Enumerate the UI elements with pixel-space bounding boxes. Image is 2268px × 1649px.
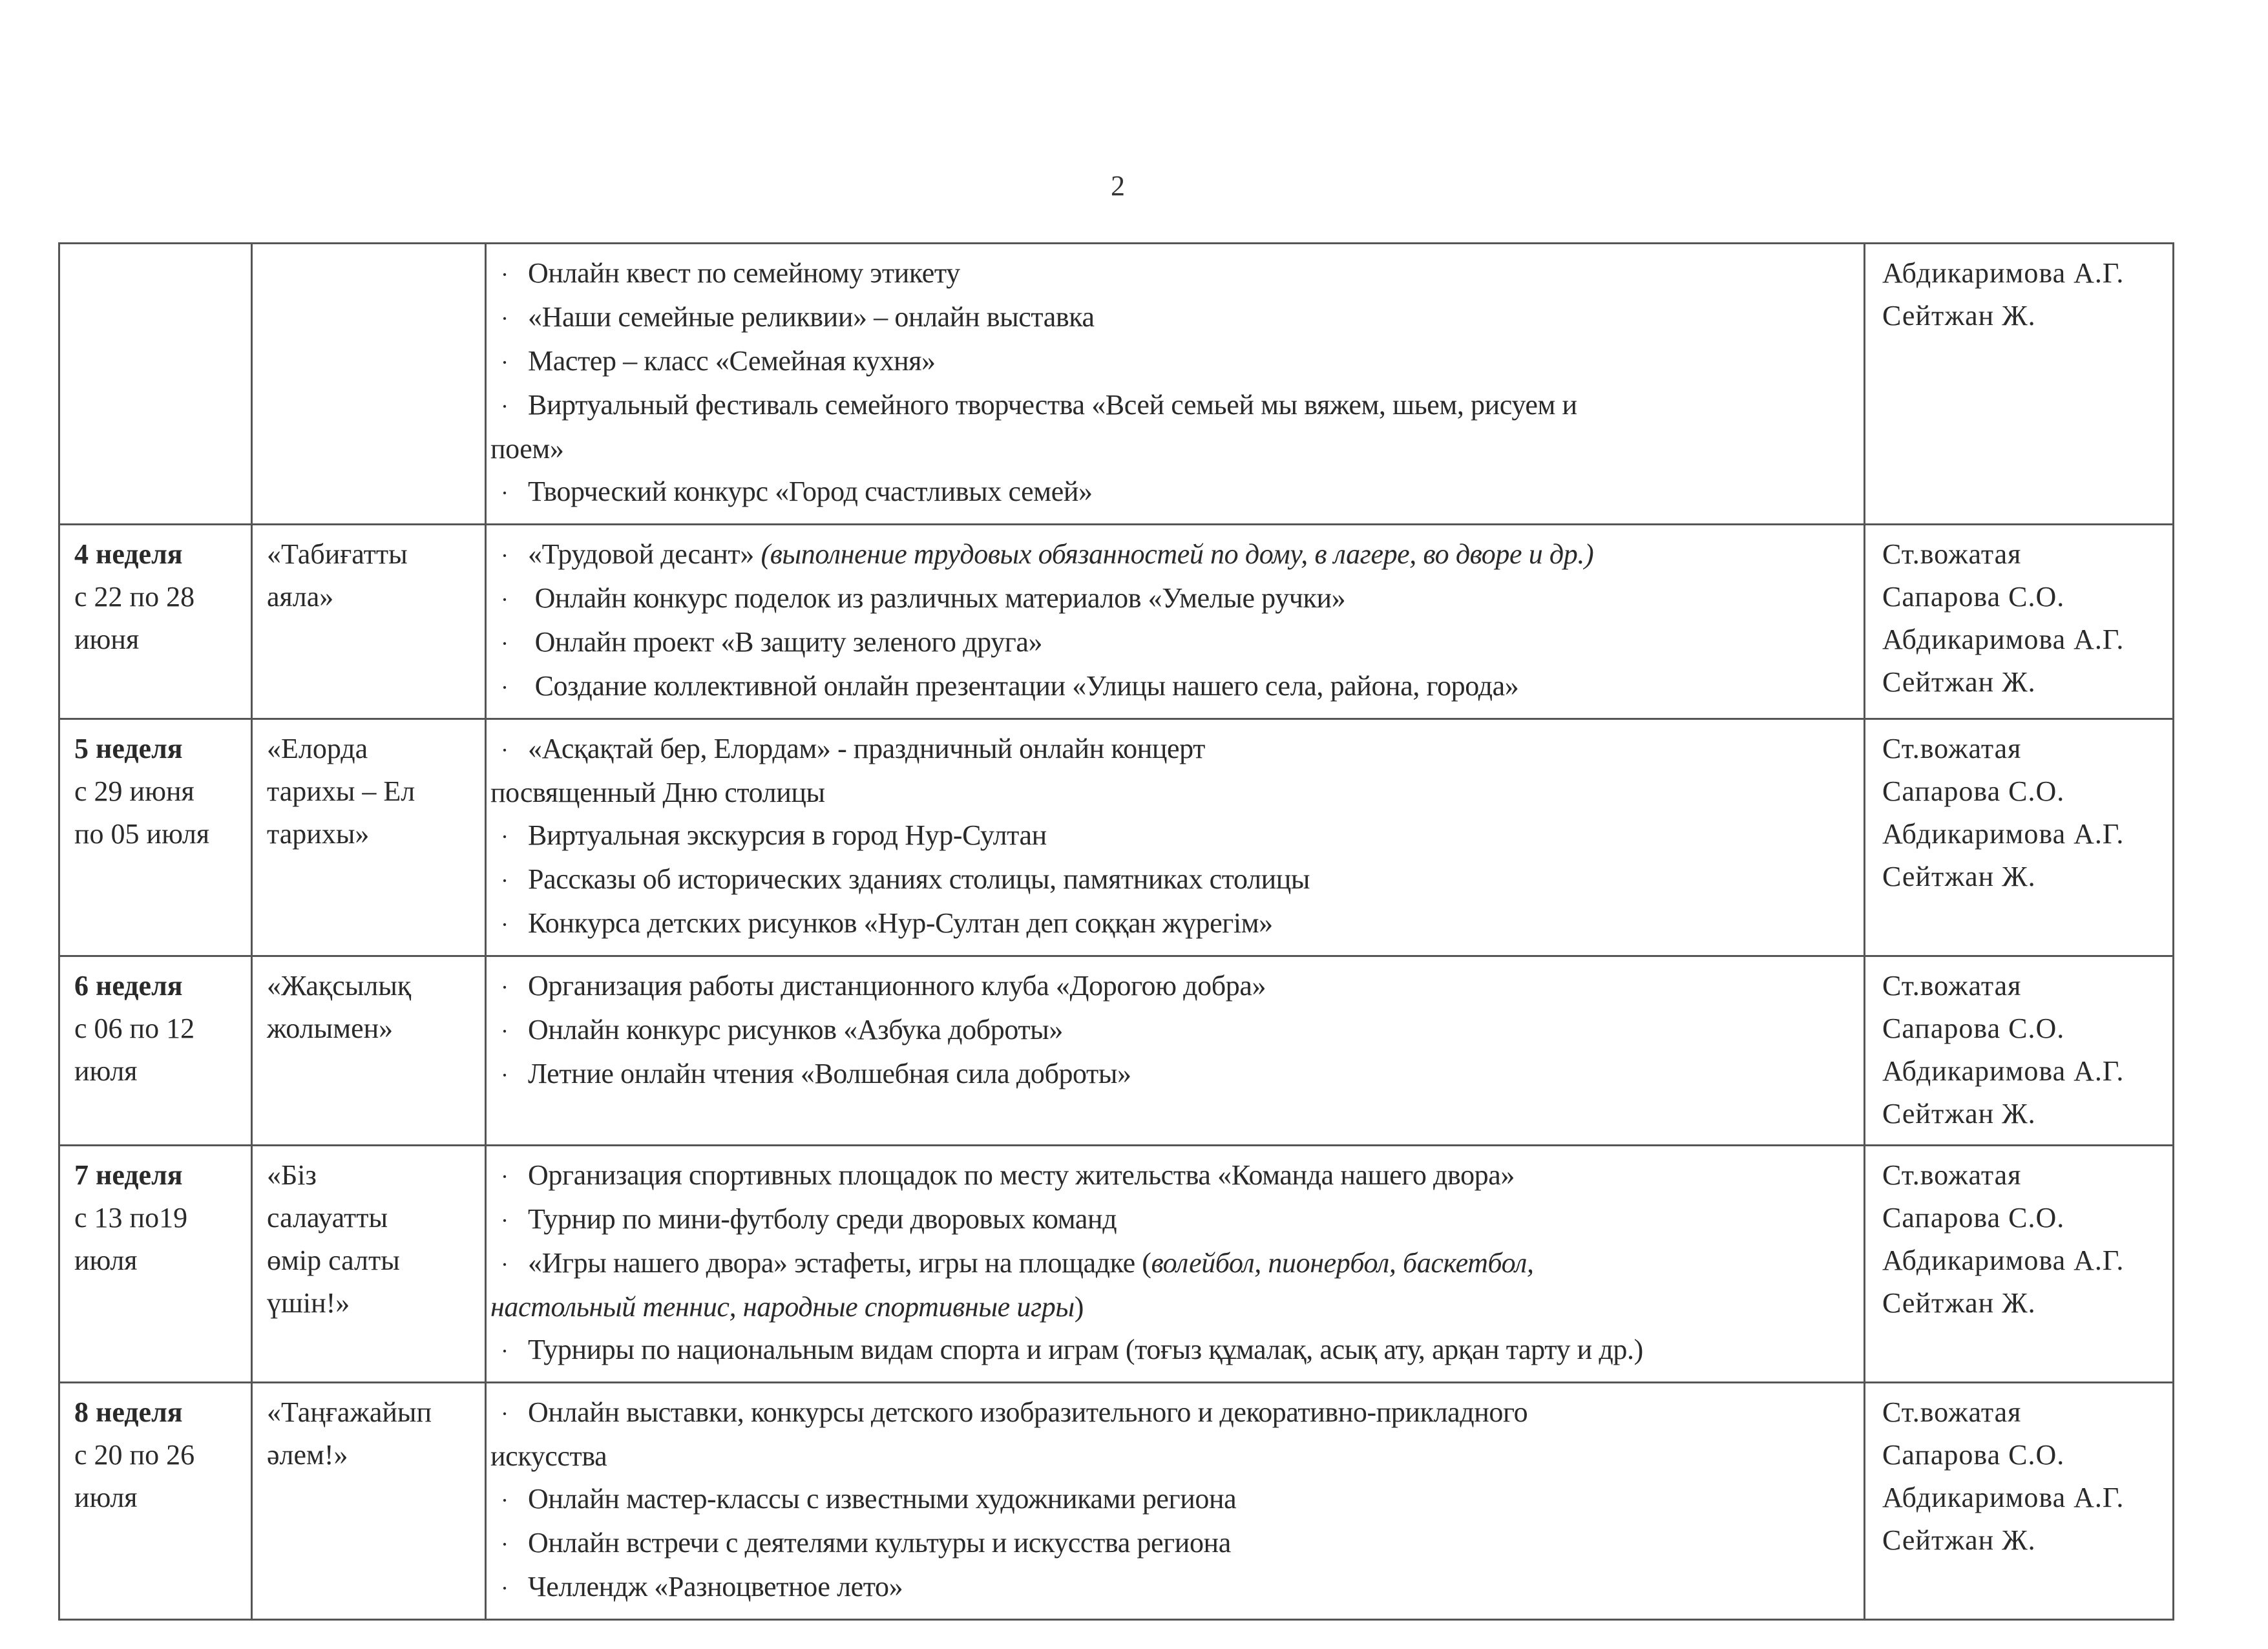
responsible-person: Ст.вожатая	[1882, 733, 2022, 764]
bullet-icon: ·	[501, 1164, 509, 1190]
activity-item	[490, 858, 1852, 902]
activities-cell	[486, 719, 1865, 956]
week-cell	[59, 1146, 252, 1383]
activity-text: Конкурса детских рисунков «Нур-Султан деп соққан жүрегім»	[528, 907, 1273, 939]
week-dates: с 22 по 28	[74, 581, 195, 613]
activity-text: Онлайн встречи с деятелями культуры и искусства региона	[528, 1527, 1231, 1559]
week-dates: июля	[74, 1055, 138, 1087]
week-title: 8 неделя	[74, 1396, 183, 1428]
activities-cell	[486, 956, 1865, 1146]
week-cell	[59, 525, 252, 719]
activity-note: (выполнение трудовых обязанностей по дому, в лагере, во дворе и др.)	[761, 538, 1594, 570]
activity-continuation: поем»	[490, 433, 564, 465]
activity-item	[490, 965, 1852, 1009]
activity-item	[490, 1053, 1852, 1097]
activity-text: «Игры нашего двора» эстафеты, игры на площадке (	[528, 1247, 1151, 1279]
week-dates: по 05 июля	[74, 818, 210, 850]
activity-item	[490, 665, 1852, 709]
bullet-icon: ·	[501, 480, 509, 506]
activity-item	[490, 1522, 1852, 1566]
bullet-icon: ·	[501, 1062, 509, 1088]
theme-cell	[252, 719, 486, 956]
bullet-icon: ·	[501, 1487, 509, 1513]
activity-note: настольный теннис, народные спортивные игры	[490, 1291, 1075, 1323]
responsible-person: Абдикаримова А.Г.	[1882, 1245, 2125, 1276]
theme-line: салауатты	[267, 1202, 388, 1234]
activity-text: «Асқақтай бер, Елордам» - праздничный онлайн концерт	[528, 733, 1206, 764]
responsible-person: Сапарова С.О.	[1882, 775, 2065, 807]
activity-item	[490, 814, 1852, 858]
bullet-icon: ·	[501, 1401, 509, 1427]
activity-item	[490, 1391, 1852, 1478]
activity-text: Онлайн конкурс рисунков «Азбука доброты»	[528, 1014, 1063, 1045]
activity-text: «Трудовой десант»	[528, 538, 761, 570]
responsible-person: Сейтжан Ж.	[1882, 1098, 2036, 1129]
activity-item	[490, 384, 1852, 470]
bullet-icon: ·	[501, 675, 509, 700]
activity-continuation	[490, 1286, 1852, 1329]
bullet-icon: ·	[501, 1338, 509, 1364]
activity-text: «Наши семейные реликвии» – онлайн выставка	[528, 301, 1095, 333]
theme-line: «Елорда	[267, 733, 368, 764]
week-cell	[59, 956, 252, 1146]
theme-cell	[252, 956, 486, 1146]
responsible-cell	[1865, 956, 2174, 1146]
activity-text: Челлендж «Разноцветное лето»	[528, 1571, 903, 1602]
bullet-icon: ·	[501, 1208, 509, 1234]
activity-item	[490, 902, 1852, 946]
responsible-person: Сейтжан Ж.	[1882, 300, 2036, 331]
activities-cell	[486, 244, 1865, 525]
theme-line: «Жақсылық	[267, 970, 412, 1002]
table-row	[59, 1146, 2174, 1383]
bullet-icon: ·	[501, 631, 509, 656]
activity-text: Организация работы дистанционного клуба «Дорогою добра»	[528, 970, 1266, 1002]
activity-item	[490, 252, 1852, 296]
week-title: 5 неделя	[74, 733, 183, 764]
activities-cell	[486, 525, 1865, 719]
responsible-person: Сейтжан Ж.	[1882, 666, 2036, 698]
bullet-icon: ·	[501, 1531, 509, 1557]
responsible-person: Сейтжан Ж.	[1882, 1524, 2036, 1556]
theme-line: «Біз	[267, 1159, 317, 1191]
week-dates: с 13 по19	[74, 1202, 188, 1234]
responsible-person: Ст.вожатая	[1882, 1159, 2022, 1191]
theme-line: аяла»	[267, 581, 334, 613]
activity-note: волейбол, пионербол, баскетбол,	[1151, 1247, 1534, 1279]
theme-line: тарихы – Ел	[267, 775, 415, 807]
activity-item	[490, 1198, 1852, 1242]
bullet-icon: ·	[501, 868, 509, 894]
bullet-icon: ·	[501, 912, 509, 938]
bullet-icon: ·	[501, 974, 509, 1000]
table-body	[59, 244, 2174, 1620]
activity-text: Онлайн проект «В защиту зеленого друга»	[528, 626, 1043, 658]
activity-continuation: искусства	[490, 1440, 607, 1472]
week-dates: с 06 по 12	[74, 1013, 195, 1044]
responsible-person: Сейтжан Ж.	[1882, 1287, 2036, 1319]
table-row	[59, 244, 2174, 525]
activity-text: )	[1074, 1291, 1084, 1323]
activity-plan-table	[58, 242, 2174, 1621]
activity-item	[490, 621, 1852, 665]
bullet-icon: ·	[501, 543, 509, 569]
activity-text: Организация спортивных площадок по месту жительства «Команда нашего двора»	[528, 1159, 1515, 1191]
activity-item	[490, 1566, 1852, 1610]
responsible-person: Сапарова С.О.	[1882, 1013, 2065, 1044]
activity-text: Летние онлайн чтения «Волшебная сила доброты»	[528, 1058, 1131, 1089]
responsible-person: Абдикаримова А.Г.	[1882, 1482, 2125, 1513]
theme-cell	[252, 1146, 486, 1383]
responsible-person: Ст.вожатая	[1882, 970, 2022, 1002]
responsible-cell	[1865, 525, 2174, 719]
responsible-person: Абдикаримова А.Г.	[1882, 1055, 2125, 1087]
theme-line: жолымен»	[267, 1013, 394, 1044]
bullet-icon: ·	[501, 737, 509, 763]
bullet-icon: ·	[501, 262, 509, 288]
activity-item	[490, 296, 1852, 340]
activity-continuation: посвященный Дню столицы	[490, 777, 825, 808]
responsible-person: Абдикаримова А.Г.	[1882, 818, 2125, 850]
activities-cell	[486, 1146, 1865, 1383]
responsible-person: Ст.вожатая	[1882, 1396, 2022, 1428]
activity-item	[490, 533, 1852, 577]
responsible-cell	[1865, 719, 2174, 956]
week-dates: июля	[74, 1245, 138, 1276]
table-row	[59, 956, 2174, 1146]
week-title: 7 неделя	[74, 1159, 183, 1191]
bullet-icon: ·	[501, 350, 509, 375]
bullet-icon: ·	[501, 824, 509, 850]
activity-text: Виртуальный фестиваль семейного творчества «Всей семьей мы вяжем, шьем, рисуем и	[528, 389, 1577, 421]
bullet-icon: ·	[501, 1575, 509, 1601]
week-dates: июня	[74, 624, 140, 655]
responsible-person: Ст.вожатая	[1882, 538, 2022, 570]
activity-item	[490, 470, 1852, 514]
activity-text: Турнир по мини-футболу среди дворовых команд	[528, 1203, 1117, 1235]
theme-line: «Табиғатты	[267, 538, 408, 570]
activities-cell	[486, 1383, 1865, 1620]
table-row	[59, 719, 2174, 956]
responsible-person: Абдикаримова А.Г.	[1882, 257, 2125, 289]
theme-cell	[252, 244, 486, 525]
activity-item	[490, 728, 1852, 814]
activity-item	[490, 1329, 1852, 1372]
bullet-icon: ·	[501, 1018, 509, 1044]
responsible-cell	[1865, 244, 2174, 525]
responsible-cell	[1865, 1383, 2174, 1620]
activity-text: Онлайн конкурс поделок из различных материалов «Умелые ручки»	[528, 582, 1346, 614]
week-title: 4 неделя	[74, 538, 183, 570]
theme-line: үшін!»	[267, 1287, 350, 1319]
activity-text: Онлайн мастер-классы с известными художниками региона	[528, 1483, 1237, 1515]
week-dates: июля	[74, 1482, 138, 1513]
bullet-icon: ·	[501, 587, 509, 613]
activity-text: Творческий конкурс «Город счастливых семей»	[528, 476, 1093, 507]
week-dates: с 20 по 26	[74, 1439, 195, 1471]
responsible-person: Сапарова С.О.	[1882, 581, 2065, 613]
activity-text: Рассказы об исторических зданиях столицы, памятниках столицы	[528, 863, 1310, 895]
activity-text: Онлайн выставки, конкурсы детского изобразительного и декоративно-прикладного	[528, 1396, 1528, 1428]
activity-text: Мастер – класс «Семейная кухня»	[528, 345, 936, 377]
table-row	[59, 525, 2174, 719]
theme-line: әлем!»	[267, 1439, 348, 1471]
activity-item	[490, 1242, 1852, 1329]
activity-item	[490, 1478, 1852, 1522]
week-cell	[59, 1383, 252, 1620]
responsible-person: Сапарова С.О.	[1882, 1202, 2065, 1234]
week-title: 6 неделя	[74, 970, 183, 1002]
bullet-icon: ·	[501, 306, 509, 331]
theme-cell	[252, 525, 486, 719]
activity-item	[490, 577, 1852, 621]
responsible-person: Абдикаримова А.Г.	[1882, 624, 2125, 655]
theme-line: «Таңғажайып	[267, 1396, 432, 1428]
theme-line: өмір салты	[267, 1245, 400, 1276]
activity-item	[490, 340, 1852, 384]
week-dates: с 29 июня	[74, 775, 194, 807]
activity-text: Онлайн квест по семейному этикету	[528, 257, 960, 289]
activity-item	[490, 1154, 1852, 1198]
week-cell	[59, 719, 252, 956]
responsible-cell	[1865, 1146, 2174, 1383]
activity-text: Виртуальная экскурсия в город Нур-Султан	[528, 819, 1047, 851]
responsible-person: Сейтжан Ж.	[1882, 861, 2036, 892]
activity-text: Турниры по национальным видам спорта и играм (тоғыз құмалақ, асық ату, арқан тарту и др.)	[528, 1334, 1643, 1365]
bullet-icon: ·	[501, 1252, 509, 1277]
theme-cell	[252, 1383, 486, 1620]
activity-text: Создание коллективной онлайн презентации «Улицы нашего села, района, города»	[528, 670, 1519, 702]
responsible-person: Сапарова С.О.	[1882, 1439, 2065, 1471]
page-number: 2	[1111, 170, 1125, 202]
bullet-icon: ·	[501, 394, 509, 419]
theme-line: тарихы»	[267, 818, 370, 850]
week-cell	[59, 244, 252, 525]
activity-item	[490, 1009, 1852, 1053]
table-row	[59, 1383, 2174, 1620]
